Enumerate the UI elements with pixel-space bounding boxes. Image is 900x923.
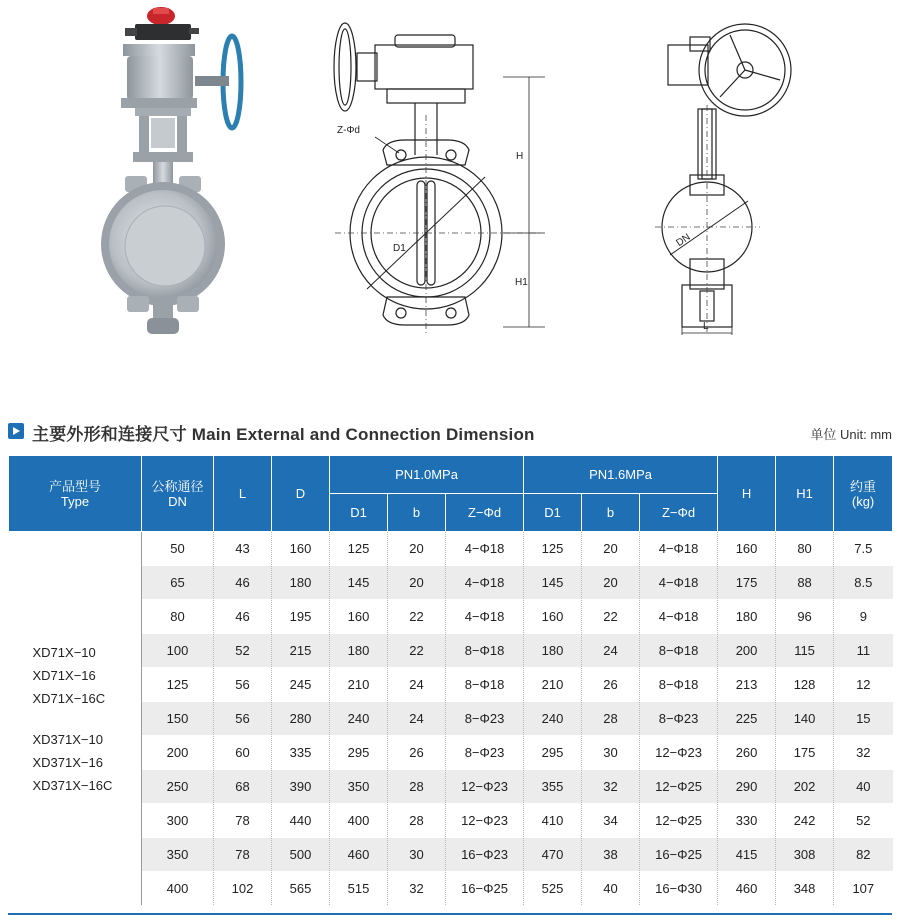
cell-z-pn16: 12−Φ25 (640, 770, 718, 804)
cell-h: 290 (718, 770, 776, 804)
illustration-strip (0, 0, 900, 345)
table-row (9, 668, 893, 702)
table-row (9, 702, 893, 736)
header-dn-cn: 公称通径 (151, 478, 204, 494)
cell-b-pn10: 30 (388, 838, 446, 872)
model-name: XD71X−16 (32, 667, 96, 683)
cell-b-pn16: 22 (582, 600, 640, 634)
cell-d: 500 (272, 838, 330, 872)
cell-l: 68 (214, 770, 272, 804)
cell-d: 280 (272, 702, 330, 736)
cell-z-pn16: 12−Φ23 (640, 736, 718, 770)
cell-b-pn16: 32 (582, 770, 640, 804)
cell-b-pn16: 20 (582, 566, 640, 600)
cell-z-pn10: 8−Φ18 (446, 634, 524, 668)
cell-b-pn10: 22 (388, 600, 446, 634)
cell-b-pn10: 20 (388, 566, 446, 600)
model-gap (33, 710, 142, 728)
cell-d: 440 (272, 804, 330, 838)
cell-d: 195 (272, 600, 330, 634)
cell-z-pn10: 4−Φ18 (446, 600, 524, 634)
cell-b-pn10: 28 (388, 770, 446, 804)
table-row (9, 770, 893, 804)
header-z-pn10: Z−Φd (446, 494, 524, 532)
cell-b-pn10: 24 (388, 702, 446, 736)
cell-d1-pn10: 145 (330, 566, 388, 600)
header-b-pn16: b (582, 494, 640, 532)
table-row (9, 838, 893, 872)
cell-weight: 7.5 (834, 532, 893, 566)
cell-z-pn16: 16−Φ30 (640, 872, 718, 906)
section-header (8, 420, 892, 444)
cell-h1: 115 (776, 634, 834, 668)
cell-b-pn10: 20 (388, 532, 446, 566)
cell-l: 46 (214, 566, 272, 600)
unit-label: 单位 Unit: mm (810, 427, 892, 442)
header-dn-en: DN (168, 493, 187, 509)
cell-d: 390 (272, 770, 330, 804)
side-view-drawing (650, 15, 815, 335)
cell-h: 415 (718, 838, 776, 872)
cell-h1: 202 (776, 770, 834, 804)
cell-d1-pn16: 160 (524, 600, 582, 634)
cell-d1-pn16: 525 (524, 872, 582, 906)
cell-d1-pn16: 180 (524, 634, 582, 668)
label-l: L (703, 321, 709, 332)
table-row (9, 532, 893, 566)
cell-z-pn10: 8−Φ23 (446, 702, 524, 736)
model-list (9, 532, 142, 906)
cell-b-pn16: 24 (582, 634, 640, 668)
header-weight (834, 456, 893, 532)
cell-h1: 140 (776, 702, 834, 736)
front-view-drawing (325, 15, 550, 335)
cell-d1-pn10: 400 (330, 804, 388, 838)
cell-h1: 242 (776, 804, 834, 838)
cell-h1: 308 (776, 838, 834, 872)
cell-d1-pn16: 470 (524, 838, 582, 872)
header-type-en: Type (60, 493, 90, 509)
header-d: D (272, 456, 330, 532)
cell-h: 213 (718, 668, 776, 702)
cell-h: 200 (718, 634, 776, 668)
cell-d1-pn10: 240 (330, 702, 388, 736)
cell-dn: 200 (142, 736, 214, 770)
cell-l: 78 (214, 838, 272, 872)
cell-weight: 107 (834, 872, 893, 906)
cell-weight: 40 (834, 770, 893, 804)
cell-weight: 82 (834, 838, 893, 872)
table-row (9, 804, 893, 838)
cell-h1: 175 (776, 736, 834, 770)
cell-d1-pn10: 350 (330, 770, 388, 804)
cell-z-pn16: 16−Φ25 (640, 838, 718, 872)
header-dn (142, 456, 214, 532)
cell-l: 56 (214, 668, 272, 702)
header-b-pn10: b (388, 494, 446, 532)
valve-product-photo (95, 0, 255, 340)
cell-b-pn16: 40 (582, 872, 640, 906)
header-pn10: PN1.0MPa (330, 456, 524, 494)
cell-d1-pn10: 160 (330, 600, 388, 634)
cell-weight: 12 (834, 668, 893, 702)
cell-d1-pn16: 410 (524, 804, 582, 838)
cell-h: 260 (718, 736, 776, 770)
table-row (9, 566, 893, 600)
model-name: XD371X−16C (32, 777, 113, 793)
table-body (9, 532, 893, 906)
cell-b-pn10: 22 (388, 634, 446, 668)
cell-l: 60 (214, 736, 272, 770)
cell-b-pn10: 32 (388, 872, 446, 906)
cell-h: 175 (718, 566, 776, 600)
cell-dn: 65 (142, 566, 214, 600)
cell-d1-pn16: 125 (524, 532, 582, 566)
cell-weight: 9 (834, 600, 893, 634)
cell-z-pn16: 4−Φ18 (640, 532, 718, 566)
cell-h: 460 (718, 872, 776, 906)
cell-d: 245 (272, 668, 330, 702)
cell-d: 565 (272, 872, 330, 906)
cell-b-pn10: 24 (388, 668, 446, 702)
cell-d: 160 (272, 532, 330, 566)
cell-l: 46 (214, 600, 272, 634)
header-type-cn: 产品型号 (48, 478, 101, 494)
cell-h: 160 (718, 532, 776, 566)
cell-d1-pn16: 355 (524, 770, 582, 804)
dimension-table (8, 455, 893, 906)
cell-b-pn16: 38 (582, 838, 640, 872)
cell-d1-pn16: 145 (524, 566, 582, 600)
cell-d1-pn10: 210 (330, 668, 388, 702)
cell-d1-pn10: 125 (330, 532, 388, 566)
cell-h1: 80 (776, 532, 834, 566)
model-name: XD371X−16 (32, 754, 103, 770)
cell-h1: 88 (776, 566, 834, 600)
cell-dn: 300 (142, 804, 214, 838)
cell-z-pn10: 8−Φ23 (446, 736, 524, 770)
cell-dn: 400 (142, 872, 214, 906)
header-l: L (214, 456, 272, 532)
cell-h: 330 (718, 804, 776, 838)
table-row (9, 736, 893, 770)
cell-z-pn10: 16−Φ23 (446, 838, 524, 872)
header-d1-pn10: D1 (330, 494, 388, 532)
cell-dn: 150 (142, 702, 214, 736)
cell-z-pn16: 8−Φ23 (640, 702, 718, 736)
cell-d: 335 (272, 736, 330, 770)
cell-h1: 348 (776, 872, 834, 906)
cell-dn: 125 (142, 668, 214, 702)
cell-z-pn10: 12−Φ23 (446, 804, 524, 838)
label-d1: D1 (393, 243, 406, 254)
table-bottom-rule (8, 913, 892, 915)
header-z-pn16: Z−Φd (640, 494, 718, 532)
cell-l: 78 (214, 804, 272, 838)
cell-b-pn10: 26 (388, 736, 446, 770)
table-row (9, 600, 893, 634)
cell-z-pn16: 8−Φ18 (640, 668, 718, 702)
cell-z-pn16: 4−Φ18 (640, 566, 718, 600)
model-name: XD71X−16C (32, 690, 106, 706)
cell-h1: 96 (776, 600, 834, 634)
header-weight-en: (kg) (851, 493, 875, 509)
cell-d: 180 (272, 566, 330, 600)
cell-h: 225 (718, 702, 776, 736)
arrow-icon (8, 423, 24, 439)
cell-z-pn10: 4−Φ18 (446, 566, 524, 600)
header-d1-pn16: D1 (524, 494, 582, 532)
cell-h1: 128 (776, 668, 834, 702)
label-z-phi-d: Z-Φd (337, 125, 360, 136)
cell-d1-pn16: 210 (524, 668, 582, 702)
cell-dn: 250 (142, 770, 214, 804)
cell-b-pn10: 28 (388, 804, 446, 838)
model-name: XD371X−10 (32, 731, 103, 747)
cell-h: 180 (718, 600, 776, 634)
cell-l: 102 (214, 872, 272, 906)
cell-dn: 80 (142, 600, 214, 634)
section-title: 主要外形和连接尺寸 Main External and Connection Dimension (32, 425, 535, 444)
cell-dn: 100 (142, 634, 214, 668)
cell-z-pn10: 12−Φ23 (446, 770, 524, 804)
cell-dn: 50 (142, 532, 214, 566)
cell-b-pn16: 34 (582, 804, 640, 838)
table-row (9, 872, 893, 906)
cell-d1-pn16: 240 (524, 702, 582, 736)
cell-b-pn16: 30 (582, 736, 640, 770)
cell-weight: 32 (834, 736, 893, 770)
cell-d: 215 (272, 634, 330, 668)
header-pn16: PN1.6MPa (524, 456, 718, 494)
label-h: H (516, 151, 524, 162)
cell-weight: 15 (834, 702, 893, 736)
model-name: XD71X−10 (32, 644, 96, 660)
cell-b-pn16: 28 (582, 702, 640, 736)
cell-d1-pn16: 295 (524, 736, 582, 770)
cell-d1-pn10: 460 (330, 838, 388, 872)
cell-z-pn10: 8−Φ18 (446, 668, 524, 702)
label-h1: H1 (515, 277, 528, 288)
cell-d1-pn10: 295 (330, 736, 388, 770)
cell-z-pn16: 4−Φ18 (640, 600, 718, 634)
cell-weight: 52 (834, 804, 893, 838)
cell-z-pn10: 16−Φ25 (446, 872, 524, 906)
header-h: H (718, 456, 776, 532)
cell-b-pn16: 26 (582, 668, 640, 702)
label-dn: DN (674, 231, 693, 250)
cell-l: 52 (214, 634, 272, 668)
cell-dn: 350 (142, 838, 214, 872)
cell-l: 43 (214, 532, 272, 566)
table-row (9, 634, 893, 668)
cell-weight: 8.5 (834, 566, 893, 600)
cell-d1-pn10: 515 (330, 872, 388, 906)
cell-b-pn16: 20 (582, 532, 640, 566)
header-type (9, 456, 142, 532)
cell-weight: 11 (834, 634, 893, 668)
cell-l: 56 (214, 702, 272, 736)
cell-z-pn10: 4−Φ18 (446, 532, 524, 566)
header-h1: H1 (776, 456, 834, 532)
cell-z-pn16: 8−Φ18 (640, 634, 718, 668)
header-weight-cn: 约重 (850, 478, 877, 494)
cell-d1-pn10: 180 (330, 634, 388, 668)
cell-z-pn16: 12−Φ25 (640, 804, 718, 838)
